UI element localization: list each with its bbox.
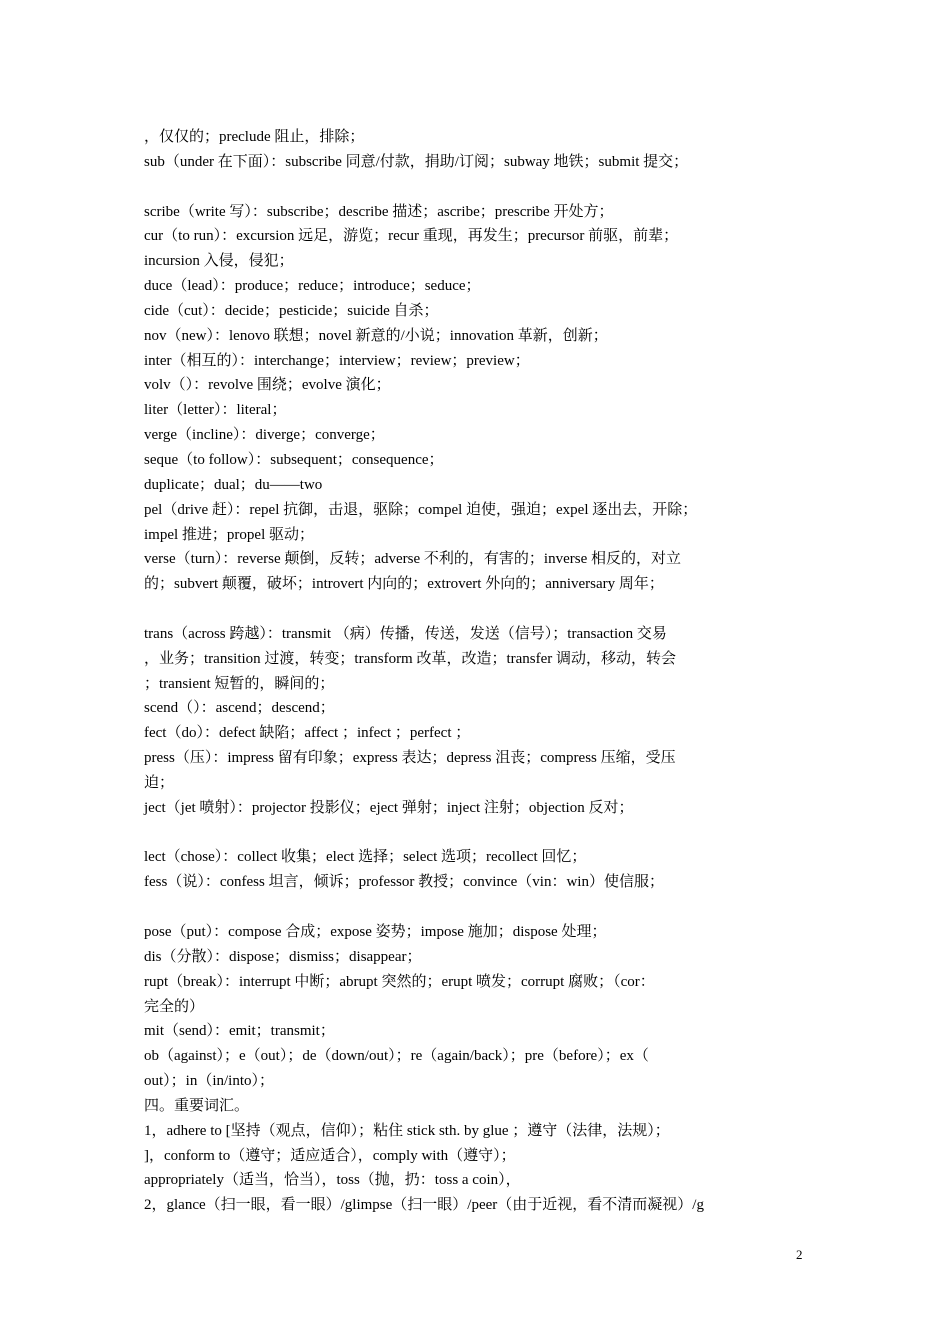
- text-line: fect（do）：defect 缺陷；affect ；infect ；perfect ；: [144, 725, 471, 742]
- text-line: rupt（break）：interrupt 中断；abrupt 突然的；erupt 喷发；corrupt 腐败；（cor：: [144, 973, 655, 990]
- text-line: verse（turn）：reverse 颠倒，反转；adverse 不利的，有害的；inverse 相反的，对立: [144, 551, 681, 568]
- text-line: dis（分散）：dispose；dismiss；disappear；: [144, 948, 422, 965]
- text-line: ject（jet 喷射）：projector 投影仪；eject 弹射；inject 注射；objection 反对；: [144, 799, 634, 816]
- text-line: ]，conform to（遵守；适应适合），comply with（遵守）；: [144, 1147, 516, 1164]
- text-line: ，仅仅的；preclude 阻止，排除；: [144, 129, 365, 145]
- text-line: seque（to follow）：subsequent；consequence；: [144, 451, 444, 468]
- text-line: scend（）：ascend；descend；: [144, 700, 335, 717]
- text-line: liter（letter）：literal；: [144, 402, 287, 419]
- text-line: duce（lead）：produce；reduce；introduce；seduce；: [144, 278, 481, 295]
- text-line: appropriately（适当，恰当），toss（抛，扔：toss a coin），: [144, 1172, 521, 1189]
- text-line: 1，adhere to [坚持（观点，信仰）；粘住 stick sth. by glue ；遵守（法律，法规）；: [144, 1122, 670, 1139]
- text-line: trans（across 跨越）：transmit （病）传播，传送，发送（信号）；transaction 交易: [144, 625, 667, 642]
- text-line: mit（send）：emit；transmit；: [144, 1023, 335, 1040]
- text-line: 迫；: [144, 774, 175, 791]
- text-line: scribe（write 写）：subscribe；describe 描述；ascribe；prescribe 开处方；: [144, 203, 614, 220]
- text-line: out）；in（in/into）；: [144, 1073, 275, 1090]
- text-line: 2，glance（扫一眼，看一眼）/glimpse（扫一眼）/peer（由于近视，看不清而凝视）/g: [144, 1197, 704, 1214]
- text-line: ob（against）；e（out）；de（down/out）；re（again/back）；pre（before）；ex（: [144, 1048, 649, 1065]
- page-number: 2: [796, 1247, 803, 1262]
- text-line: 完全的）: [144, 998, 205, 1015]
- text-line: impel 推进；propel 驱动；: [144, 526, 314, 543]
- blank-line: [144, 821, 784, 846]
- text-line: ，业务；transition 过渡，转变；transform 改革，改造；transfer 调动，移动，转会: [144, 650, 677, 667]
- text-line: verge（incline）：diverge；converge；: [144, 427, 385, 444]
- text-line: press（压）：impress 留有印象；express 表达；depress 沮丧；compress 压缩，受压: [144, 750, 676, 767]
- blank-line: [144, 175, 784, 200]
- text-line: pose（put）：compose 合成；expose 姿势；impose 施加；dispose 处理；: [144, 924, 607, 940]
- text-line: volv（）：revolve 围绕；evolve 演化；: [144, 377, 391, 394]
- text-line: 的；subvert 颠覆，破坏；introvert 内向的；extrovert 外向的；anniversary 周年；: [144, 576, 664, 593]
- text-line: ；transient 短暂的，瞬间的；: [144, 675, 335, 692]
- blank-line: [144, 597, 784, 622]
- text-line: nov（new）：lenovo 联想；novel 新意的/小说；innovation 革新，创新；: [144, 327, 608, 344]
- blank-line: [144, 895, 784, 920]
- text-line: fess（说）：confess 坦言，倾诉；professor 教授；convince（vin：win）使信服；: [144, 874, 664, 891]
- text-line: lect（chose）：collect 收集；elect 选择；select 选项；recollect 回忆；: [144, 849, 587, 866]
- text-line: inter（相互的）：interchange；interview；review；preview；: [144, 352, 530, 369]
- text-line: cur（to run）：excursion 远足，游览；recur 重现，再发生；precursor 前驱，前辈；: [144, 228, 679, 245]
- text-line: incursion 入侵，侵犯；: [144, 253, 294, 270]
- text-line: cide（cut）：decide；pesticide；suicide 自杀；: [144, 302, 439, 319]
- text-line: duplicate；dual；du——two: [144, 476, 323, 493]
- text-line: pel（drive 赶）：repel 抗御，击退，驱除；compel 迫使，强迫；expel 逐出去，开除；: [144, 501, 698, 518]
- page-body: [144, 125, 784, 1218]
- section-heading: 四。重要词汇。: [144, 1097, 250, 1114]
- text-line: sub（under 在下面）：subscribe 同意/付款，捐助/订阅；subway 地铁；submit 提交；: [144, 153, 689, 170]
